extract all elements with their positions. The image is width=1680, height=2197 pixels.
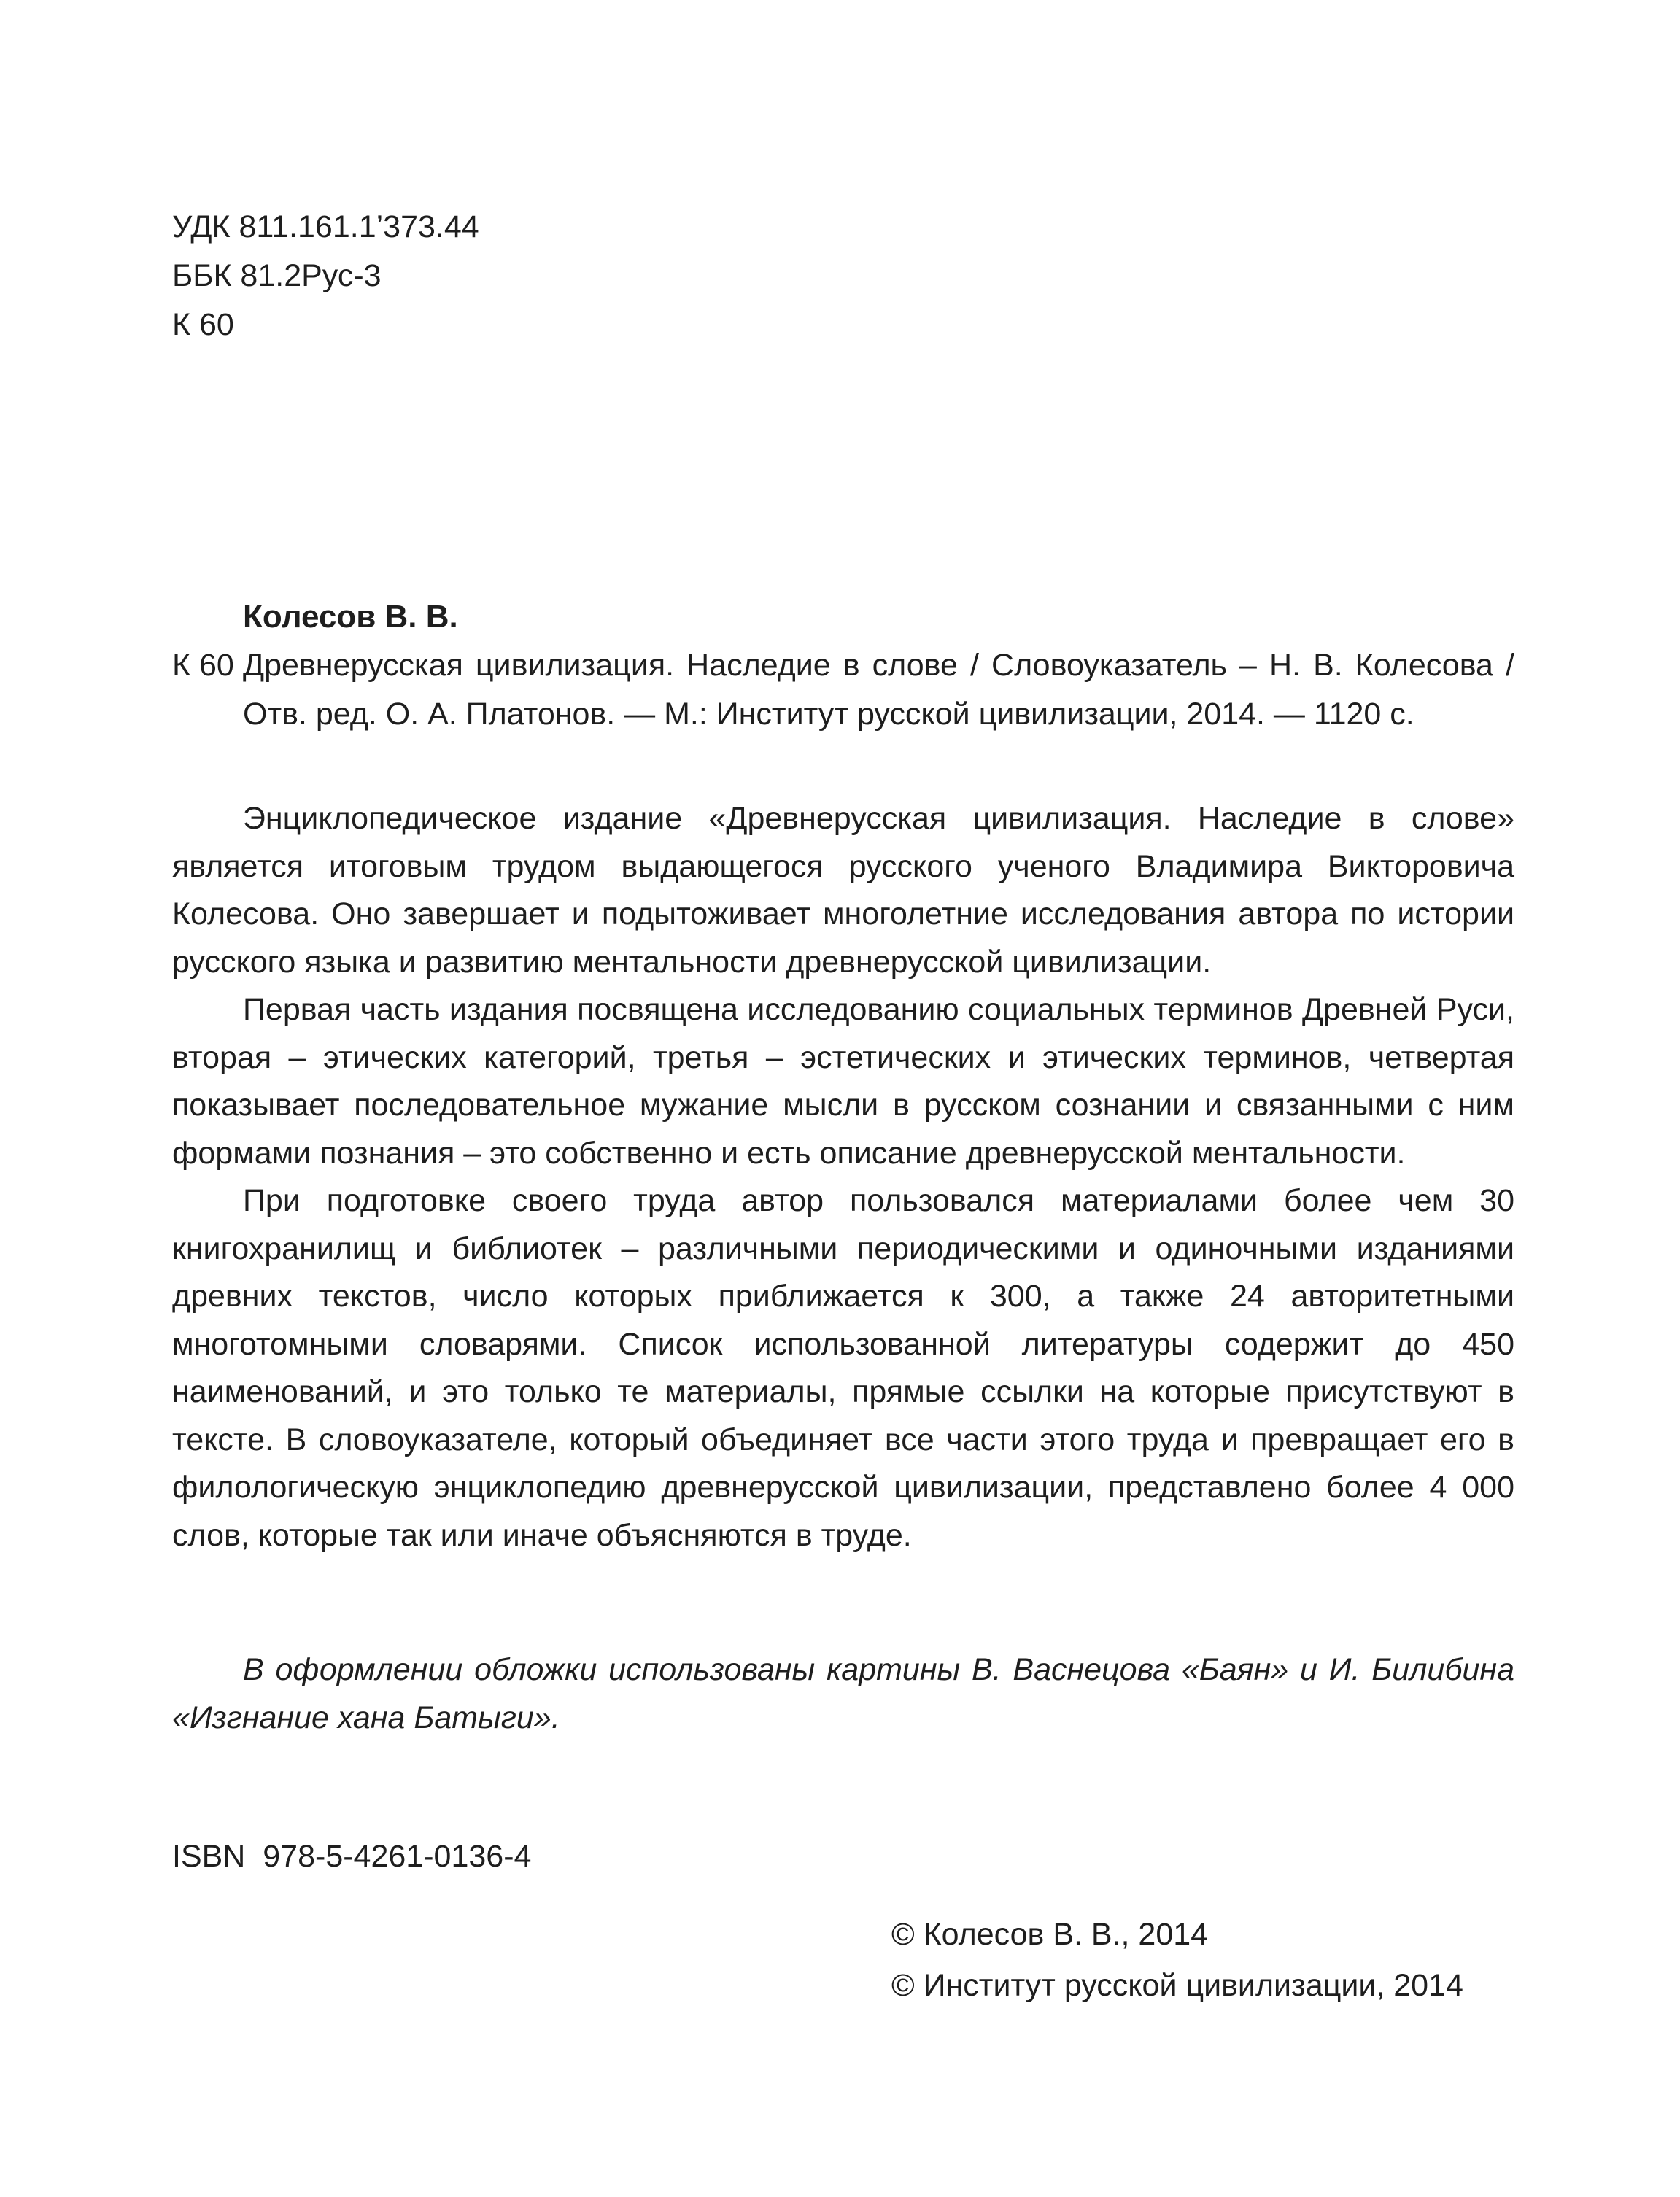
copyright-author: © Колесов В. В., 2014 xyxy=(891,1917,1209,1952)
record-entry xyxy=(172,641,1514,739)
author-mark: К 60 xyxy=(172,307,234,342)
cover-note-text: В оформлении обложки использованы картины В. Васнецова «Баян» и И. Билибина «Изгнание хана Батыги». xyxy=(172,1652,1514,1735)
record-author: Колесов В. В. xyxy=(243,599,458,635)
record-description: Древнерусская цивилизация. Наследие в слове / Словоуказатель – Н. В. Колесова / Отв. ред. О. А. Платонов. — М.: Институт русской цивилизации, 2014. — 1120 с. xyxy=(243,648,1514,732)
bbk-code: ББК 81.2Рус-3 xyxy=(172,258,382,293)
abstract-paragraph: При подготовке своего труда автор пользовался материалами более чем 30 книгохранилищ и библиотек – различными периодическими и одиночными изданиями древних текстов, число которых приближается к 300, а также 24 авторитетными многотомными словарями. Список использованной литературы содержит до 450 наименований, и это только те материалы, прямые ссылки на которые присутствуют в тексте. В словоуказателе, который объединяет все части этого труда и превращает его в филологическую энциклопедию древнерусской цивилизации, представлено более 4 000 слов, которые так или иначе объясняются в труде. xyxy=(172,1183,1514,1553)
copyright-publisher: © Институт русской цивилизации, 2014 xyxy=(891,1968,1463,2003)
abstract-paragraph: Энциклопедическое издание «Древнерусская цивилизация. Наследие в слове» является итоговым трудом выдающегося русского ученого Владимира Викторовича Колесова. Оно завершает и подытоживает многолетние исследования автора по истории русского языка и развитию ментальности древнерусской цивилизации. xyxy=(172,801,1514,980)
bibliographic-record xyxy=(172,592,1514,739)
record-code: К 60 xyxy=(172,648,234,683)
classification-block xyxy=(172,203,479,349)
udk-code: УДК 811.161.1’373.44 xyxy=(172,209,479,244)
abstract xyxy=(172,795,1514,1559)
isbn: ISBN 978-5-4261-0136-4 xyxy=(172,1839,532,1874)
cover-note xyxy=(172,1646,1514,1742)
copyright-block xyxy=(891,1909,1463,2011)
abstract-paragraph: Первая часть издания посвящена исследованию социальных терминов Древней Руси, вторая – этических категорий, третья – эстетических и этических терминов, четвертая показывает последовательное мужание мысли в русском сознании и связанными с ним формами познания – это собственно и есть описание древнерусской ментальности. xyxy=(172,992,1514,1171)
